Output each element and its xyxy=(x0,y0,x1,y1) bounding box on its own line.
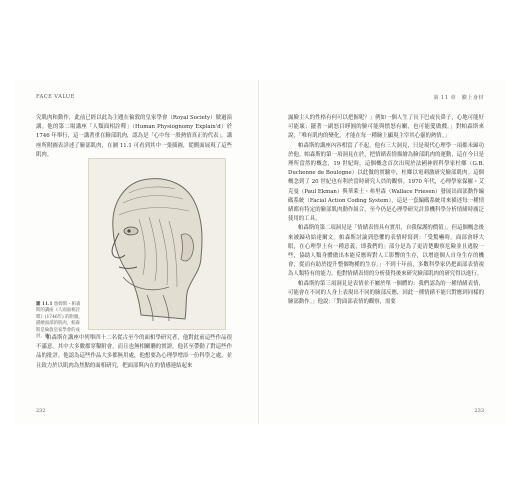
left-text-top xyxy=(36,114,232,160)
paragraph: 帕森斯的講座內容相當了不起。他有三大洞見，只是現代心理學一項都未歸功於他。帕森斯的第一項洞見在於，把情緒表情描繪為臉部肌肉的運動，這在今日是理所當然的概念，19 世紀時，這個概念首次出現於法國神經科學家杜鄉（G.B. Duchenne de Boulogne）以此做的實驗中，杜鄉以電刺激研究臉部肌肉。這個概念到了 20 世紀也有利於當時研究人員的觀察。1970 年代，心理學家保羅・艾克曼（Paul Ekman）與華萊士・弗里森（Wallace Friesen）發展出面部動作編碼系統（Facial Action Coding System），這是一套編碼系統用來描述每一種情緒都有特定的臉部肌肉動作組合，至今仍是心理學研究計算機科學分析情緒時廣泛使用的工具。 xyxy=(288,142,484,223)
running-head-left: FACE VALUE xyxy=(36,94,75,100)
running-head-right: 第 11 章 臉上身材 xyxy=(433,95,484,101)
paragraph: 帕森斯的第三項洞見是表情並不屬於單一個體的：我們認為的一種情緒表情，可能會在不同的人身上表現出不同的臉部反應，因此一種情緒不能只對應到同樣的臉部動作。」他說：「對面部表情的觀察，需要 xyxy=(288,280,484,306)
figure-caption-label: 圖 11.1 xyxy=(36,302,53,307)
paragraph: 露臉主人的性格有何可以把握呢？」例如一個人生了長下巴或長鼻子，心地可能好可能壞；擺著一副怒目睜圓的臉可能與憤怒有關，也可能愛做戲。」對帕森斯來說，「唯有肌肉的變化，才能在每一種臉上顯現主宰其心靈的熱情。」 xyxy=(288,115,484,140)
paragraph: 究肌肉和動作，此前已經以此為主題在倫敦的皇家學會（Royal Society）做過演講。他的第二場講座「人類面相詮釋」（Human Physiognomy Explain'd）於 1746 年舉行，這一講著重在臉部肌肉，認為是「心中每一股熱情真正的代表」。講座所附圖表詳述了臉部肌肉，在圖 11.1 可看到其中一張插圖，從側面展現了這些肌肉。 xyxy=(36,115,233,158)
book-spread xyxy=(14,80,506,424)
right-page xyxy=(262,80,506,424)
paragraph: 帕森斯的第二項洞見是「情緒表情具有實用、自我保護的價值」。但這個概念後來被歸功給達爾文。帕森斯討論到恐懼的表情時寫到：「受驚嚇時，面部會睜大眼，在心理學上有一種意義，即我們的」部分是為了更清楚觀察危險並且逃脫一些，協助人類身體做出本能反應時對人工影響的生存，以增進個人自身生存的機會，從而有助於提升整個物種的生存。」不到十年前，多數科學家仍把面部表情視為人類特有的能力。他對情緒表情的分析使得後來研究臉部肌肉的研究得以進行。 xyxy=(288,225,484,278)
anatomy-illustration xyxy=(88,158,226,330)
page-number-left: 232 xyxy=(36,408,46,414)
left-page xyxy=(14,80,259,424)
page-number-right: 233 xyxy=(474,408,484,414)
right-text xyxy=(288,114,484,307)
paragraph: 帕森斯在講座中列舉四十二名從古至今的面相學研究者，他對此前這些作品很不滿意。其中大多數都穿鑿附會，而且也無相關聯的實證。他甚至帶動了對這些作品的批評。他認為這些作品大多都無用處，他想要為心理學增添一份科學之處，並且致力於以肌肉為焦點的面相研究，把面部與內在的情感連結起來 xyxy=(36,335,232,369)
left-text-bottom xyxy=(36,334,232,371)
figure-caption-text: 詹姆斯・帕森斯的講座《人面面相詮釋》(1746年) 的附圖，描繪面部的肌肉，帕森斯是倫敦皇家學會的成員，他 xyxy=(36,302,83,340)
